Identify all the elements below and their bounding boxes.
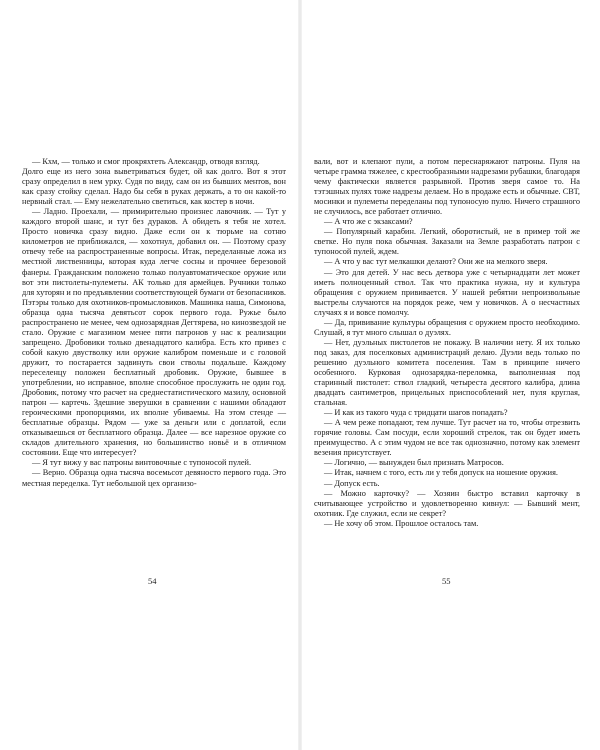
paragraph: Долго еще из него зона выветриваться будет, ой как долго. Вот я этот сразу определил в нем урку. Судя по виду, сам он из бывших ментов, вон как сразу стойку сделал. Надо бы себя в руках держать, а то он какой-то нервный стал. — Ему нежелательно светиться, как костер в ночи.	[22, 167, 286, 207]
book-gutter	[298, 0, 302, 750]
paragraph: — Да, прививание культуры обращения с оружием просто необходимо. Слушай, я тут много слышал о дуэлях.	[314, 317, 580, 337]
paragraph: — Я тут вижу у вас патроны винтовочные с тупоносой пулей.	[32, 458, 252, 468]
paragraph: — Это для детей. У нас весь детвора уже с четырнадцати лет может иметь полноценный ствол. Так что практика нужна, ну и культура обращения с оружием прививается. У нашей ребятни непроизвольные выстрелы случаются на порядок реже, чем у новичков. А о несчастных случаях я и вовсе помолчу.	[314, 267, 580, 317]
paragraph: — Допуск есть.	[324, 478, 380, 488]
paragraph: — Верно. Образца одна тысяча восемьсот девяносто первого года. Это местная переделка. Тут небольшой цех организо-	[22, 468, 286, 488]
paragraph: — Итак, начнем с того, есть ли у тебя допуск на ношение оружия.	[324, 468, 558, 478]
paragraph: — Можно карточку? — Хозяин быстро вставил карточку в считывающее устройство и удовлетворенно кивнул: — Бывший мент, охотник. Где служил, если не секрет?	[314, 488, 580, 518]
right-page-text	[314, 157, 580, 529]
paragraph: — Ладно. Проехали, — примирительно произнес лавочник. — Тут у каждого второй шанс, и тут без дураков. А обидеть я тебя не хотел. Просто новичка сразу видно. Даже если он к тюрьме на сотню километров не приближался, — хохотнул, добавил он. — Поэтому сразу отвечу тебе на распространенные вопросы. Итак, переделанные ложа из местной лиственницы, которая куда легче сосны и прочнее березовой фанеры. Гражданским положено только полуавтоматическое оружие или вот эти пистолеты-пулеметы. АК только для армейцев. Ручники только для хуторян и по предъявлении соответствующей бумаги от безопасников. Пэтэры только для охотников-промысловиков. Машинка наша, Симонова, образца одна тысяча девятьсот сорок первого года. Ружье было распространено не менее, чем однозарядная Дегтярева, но кинозвездой не стало. Оружие с магазином менее пяти патронов у нас к реализации запрещено. Дробовики только двенадцатого калибра. Есть кто привез с собой какую двустволку или оружие калибром поменьше и с головой дружит, то постарается задвинуть свои стволы подальше. Каждому переселенцу положен бесплатный дробовик. Оружие, бывшее в употреблении, но исправное, вполне способное прослужить не один год. Дробовик, потому что расчет на среднестатистического мазилу, основной патрон — картечь. Здешние зверушки в сравнении с нашими обладают героическими пропорциями, их вполне убиваемы. На этом стенде — бесплатные образцы. Рядом — уже за деньги или с доплатой, если отказываешься от бесплатного образца. Далее — все нарезное оружие со складов длительного хранения, но большинство новьё и в отличном состоянии. Еще что интересует?	[22, 207, 286, 458]
paragraph: — Логично, — вынужден был признать Матросов.	[324, 458, 504, 468]
paragraph: — Не хочу об этом. Прошлое осталось там.	[324, 518, 479, 528]
paragraph: — Популярный карабин. Легкий, оборотистый, не в пример той же светке. Но пуля пока обычная. Заказали на Земле разработать патрон с тупоносой пулей, ждем.	[314, 227, 580, 257]
paragraph: — И как из такого чуда с тридцати шагов попадать?	[324, 408, 508, 418]
paragraph: — Нет, дуэльных пистолетов не покажу. В наличии нету. Я их только под заказ, для поселковых администраций делаю. Дуэли ведь только по решению дуэльного комитета поселения. Там в принципе ничего особенного. Курковая однозарядка-переломка, выполненная под старинный пистолет: ствол гладкий, четыреста десятого калибра, длина двадцать сантиметров, прицельных приспособлений нет, пуля круглая, стальная.	[314, 337, 580, 408]
paragraph: — А что же с экзаксами?	[324, 217, 413, 227]
page-number-right: 55	[442, 576, 451, 586]
paragraph: — А чем реже попадают, тем лучше. Тут расчет на то, чтобы отрезвить горячие головы. Сам посуди, если хороший стрелок, так он будет иметь преимущество. А с этим чудом не все так однозначно, потому как элемент везения присутствует.	[314, 418, 580, 458]
page-number-left: 54	[148, 576, 157, 586]
paragraph: — Кхм, — только и смог прокряхтеть Александр, отводя взгляд.	[32, 157, 260, 166]
left-page-text	[22, 157, 286, 489]
paragraph: — А что у вас тут мелкашки делают? Они же на мелкого зверя.	[324, 257, 548, 267]
paragraph: вали, вот и клепают пули, а потом переснаряжают патроны. Пуля на четыре грамма тяжелее, с крестообразными надрезами рубашки, благодаря чему фактически является разрывной. Против зверя самое то. На тэтэшных пулях тоже надрезы делаем. Но в продаже есть и обычные. СВТ, мосинки и пулеметы переделаны под тупоносую пулю. Ничего страшного не случилось, все работает отлично.	[314, 157, 580, 217]
